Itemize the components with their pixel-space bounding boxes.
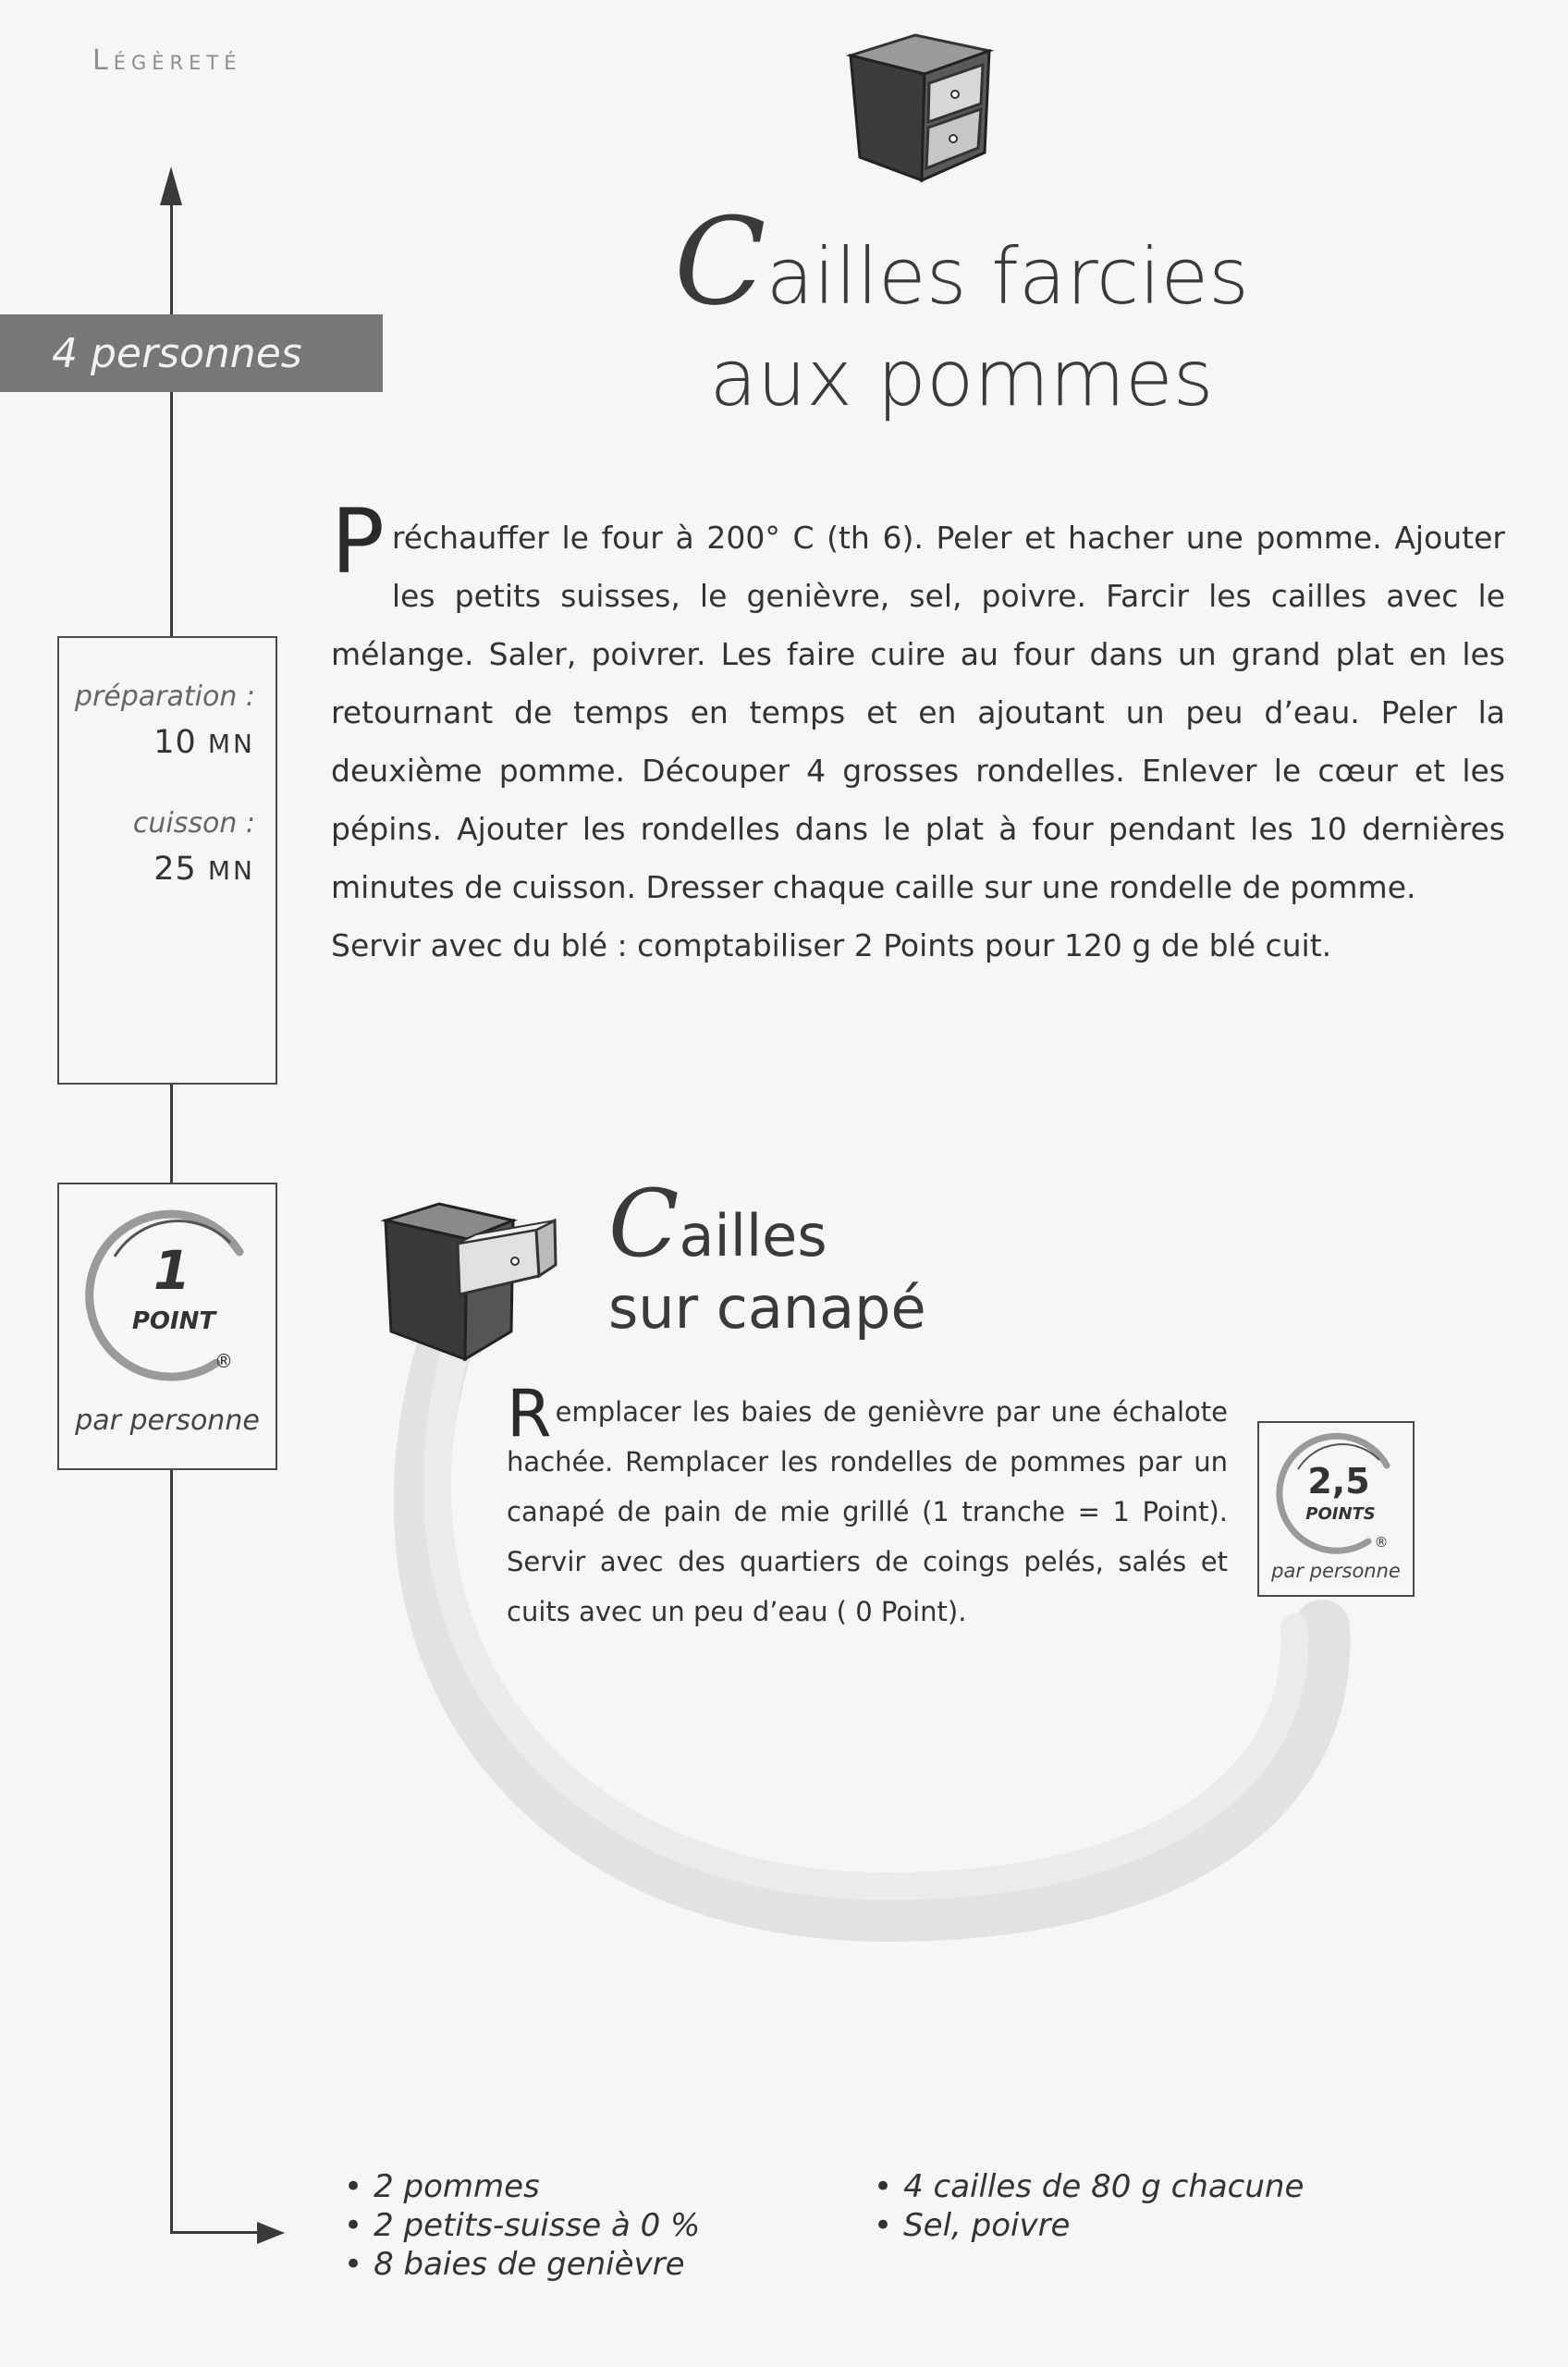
- ingredient-item: • Sel, poivre: [874, 2206, 1304, 2245]
- title-line1: ailles farcies: [766, 231, 1249, 322]
- points-box: [57, 1183, 277, 1470]
- variant-title-drop-cap: C: [608, 1170, 680, 1278]
- ingredients-col1: [344, 2167, 700, 2284]
- variant-body: [507, 1376, 1228, 1637]
- body-drop-cap: P: [331, 490, 385, 594]
- prep-unit: MN: [207, 729, 255, 759]
- nightstand-illustration-top: [837, 28, 994, 185]
- nightstand-open-illustration: [374, 1193, 559, 1368]
- running-head: Légèreté: [92, 44, 242, 77]
- ingredient-item: • 4 cailles de 80 g chacune: [874, 2167, 1304, 2206]
- ingredient-item: • 8 baies de genièvre: [344, 2245, 700, 2284]
- variant-points-badge-icon: [1270, 1432, 1405, 1562]
- title-line2: aux pommes: [709, 333, 1214, 423]
- timeline-line-bottom: [170, 2231, 263, 2234]
- recipe-body: [331, 490, 1505, 975]
- variant-drop-cap: R: [507, 1376, 552, 1452]
- servings-band: [0, 314, 383, 392]
- cook-value: 25: [153, 851, 197, 888]
- variant-title: [608, 1170, 926, 1344]
- title-drop-cap: C: [674, 191, 766, 332]
- ingredients-col2: [874, 2167, 1304, 2245]
- variant-instructions: emplacer les baies de genièvre par une échalote hachée. Remplacer les rondelles de pommes par un canapé de pain de mie grillé (1 tranche = 1 Point). Servir avec des quartiers de coings pelés, salés et cuits avec un peu d’eau ( 0 Point).: [507, 1396, 1228, 1627]
- variant-points-label: POINTS: [1305, 1504, 1376, 1524]
- variant-title-line1: ailles: [679, 1202, 827, 1269]
- points-per-person: par personne: [75, 1404, 260, 1437]
- cook-unit: MN: [207, 855, 255, 886]
- ingredient-item: • 2 pommes: [344, 2167, 700, 2206]
- timeline-arrow-right-icon: [257, 2222, 285, 2244]
- points-badge-icon: [78, 1201, 263, 1395]
- prep-label: préparation :: [74, 681, 255, 713]
- variant-points-box: [1257, 1421, 1415, 1597]
- recipe-title: [638, 191, 1285, 429]
- timeline-arrow-up-icon: [160, 166, 182, 205]
- points-value: 1: [153, 1239, 191, 1302]
- variant-title-line2: sur canapé: [608, 1274, 926, 1342]
- cook-time: [59, 851, 255, 888]
- ingredient-item: • 2 petits-suisse à 0 %: [344, 2206, 700, 2245]
- variant-points-per-person: par personne: [1271, 1560, 1401, 1582]
- prep-value: 10: [153, 724, 197, 761]
- time-box: [57, 636, 277, 1085]
- prep-time: [59, 724, 255, 761]
- registered-mark: ®: [214, 1350, 233, 1372]
- variant-registered-mark: ®: [1374, 1534, 1389, 1551]
- servings-label: 4 personnes: [52, 329, 302, 377]
- points-label: POINT: [131, 1307, 216, 1335]
- serving-note: Servir avec du blé : comptabiliser 2 Points pour 120 g de blé cuit.: [331, 927, 1332, 963]
- variant-points-value: 2,5: [1307, 1461, 1370, 1502]
- recipe-instructions: réchauffer le four à 200° C (th 6). Peler et hacher une pomme. Ajouter les petits suisses, le genièvre, sel, poivre. Farcir les cailles avec le mélange. Saler, poivrer. Les faire cuire au four dans un grand plat en les retournant de temps en temps et en ajoutant un peu d’eau. Peler la deuxième pomme. Découper 4 grosses rondelles. Enlever le cœur et les pépins. Ajouter les rondelles dans le plat à four pendant les 10 dernières minutes de cuisson. Dresser chaque caille sur une rondelle de pomme.: [331, 520, 1505, 905]
- cook-label: cuisson :: [132, 807, 255, 840]
